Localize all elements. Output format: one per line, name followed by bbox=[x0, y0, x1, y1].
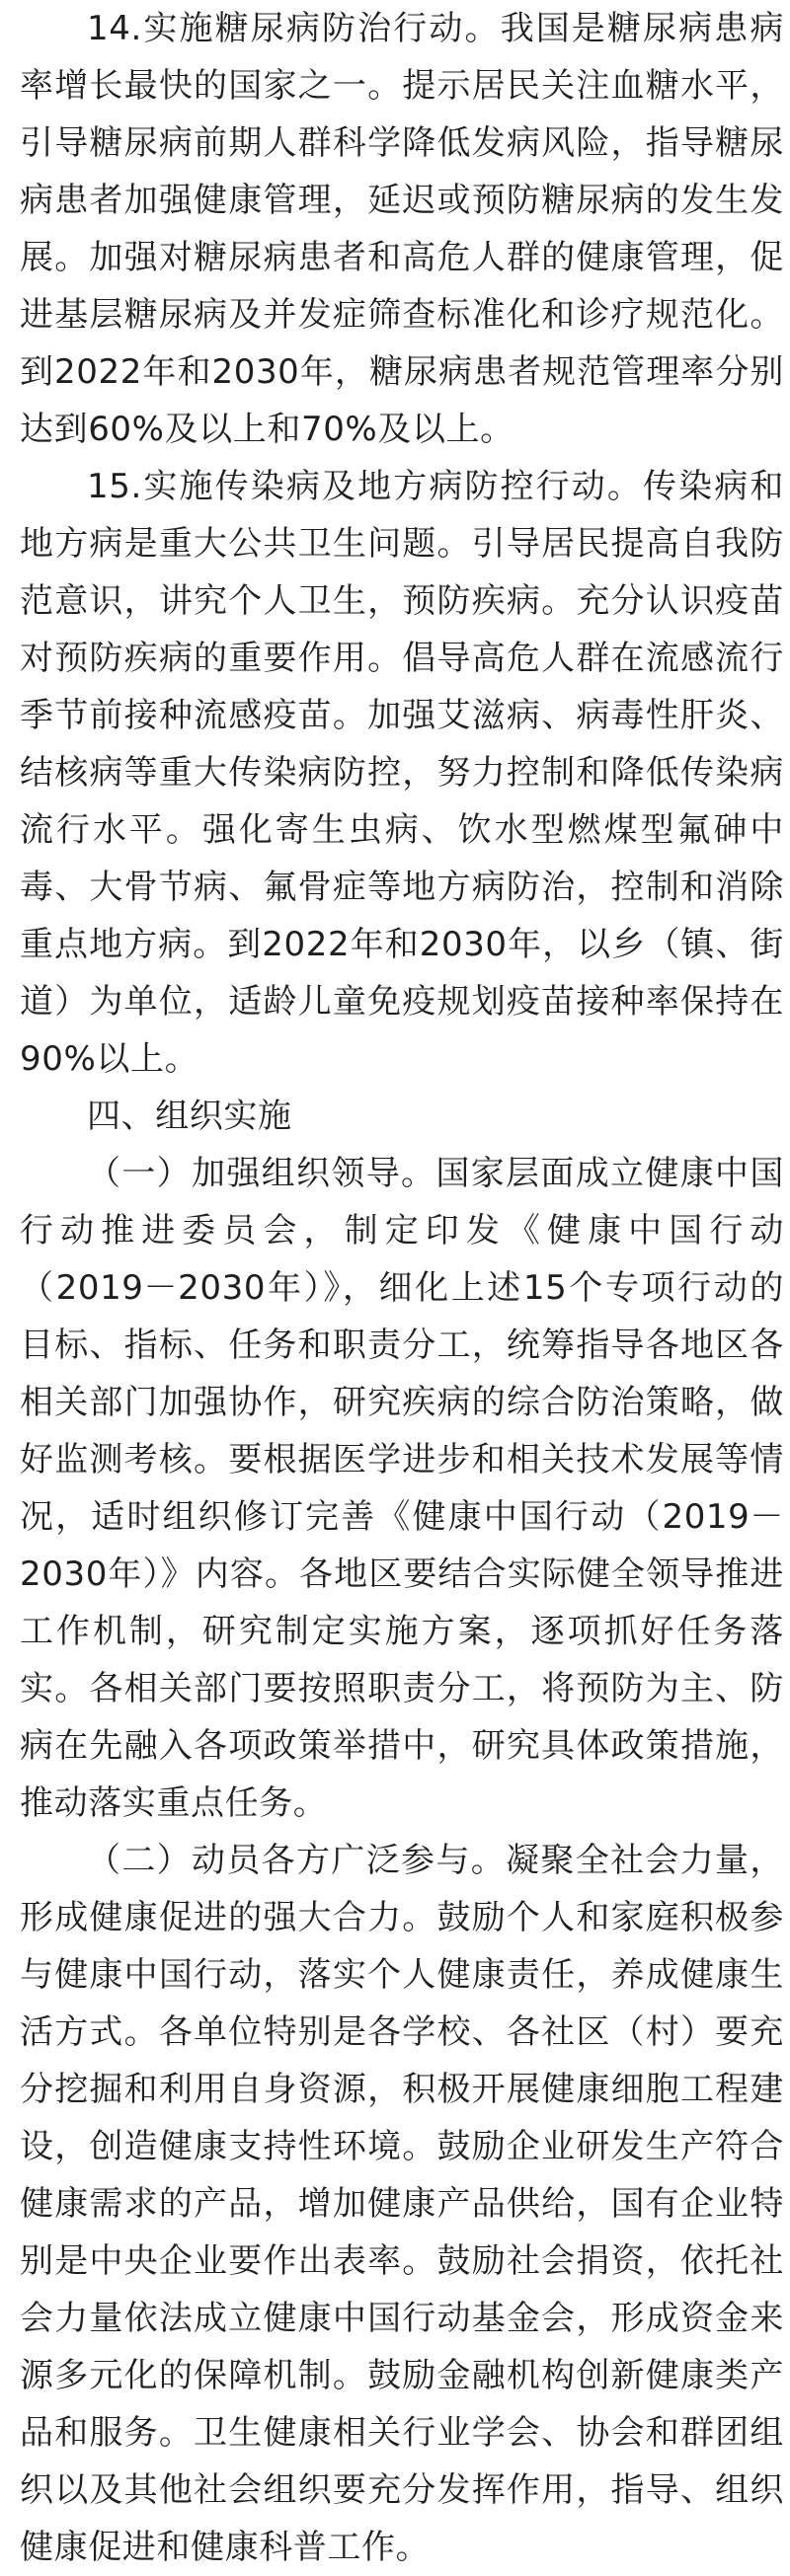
paragraph-mobilize-participation: （二）动员各方广泛参与。凝聚全社会力量，形成健康促进的强大合力。鼓励个人和家庭积极参与健康中国行动，落实个人健康责任，养成健康生活方式。各单位特别是各学校、各社区（村）要充分挖掘和利用自身资源，积极开展健康细胞工程建设，创造健康支持性环境。鼓励企业研发生产符合健康需求的产品，增加健康产品供给，国有企业特别是中央企业要作出表率。鼓励社会捐资，依托社会力量依法成立健康中国行动基金会，形成资金来源多元化的保障机制。鼓励金融机构创新健康类产品和服务。卫生健康相关行业学会、协会和群团组织以及其他社会组织要充分发挥作用，指导、组织健康促进和健康科普工作。 bbox=[20, 1841, 784, 2567]
paragraph-diabetes-action: 14.实施糖尿病防治行动。我国是糖尿病患病率增长最快的国家之一。提示居民关注血糖水平，引导糖尿病前期人群科学降低发病风险，指导糖尿病患者加强健康管理，延迟或预防糖尿病的发生发展。加强对糖尿病患者和高危人群的健康管理，促进基层糖尿病及并发症筛查标准化和诊疗规范化。到2022年和2030年，糖尿病患者规范管理率分别达到60%及以上和70%及以上。 bbox=[20, 9, 784, 449]
paragraph-infectious-disease-action: 15.实施传染病及地方病防控行动。传染病和地方病是重大公共卫生问题。引导居民提高自我防范意识，讲究个人卫生，预防疾病。充分认识疫苗对预防疾病的重要作用。倡导高危人群在流感流行季节前接种流感疫苗。加强艾滋病、病毒性肝炎、结核病等重大传染病防控，努力控制和降低传染病流行水平。强化寄生虫病、饮水型燃煤型氟砷中毒、大骨节病、氟骨症等地方病防治，控制和消除重点地方病。到2022年和2030年，以乡（镇、街道）为单位，适龄儿童免疫规划疫苗接种率保持在90%以上。 bbox=[20, 467, 784, 1079]
paragraph-strengthen-leadership: （一）加强组织领导。国家层面成立健康中国行动推进委员会，制定印发《健康中国行动（2019－2030年）》，细化上述15个专项行动的目标、指标、任务和职责分工，统筹指导各地区各相关部门加强协作，研究疾病的综合防治策略，做好监测考核。要根据医学进步和相关技术发展等情况，适时组织修订完善《健康中国行动（2019－2030年）》内容。各地区要结合实际健全领导推进工作机制，研究制定实施方案，逐项抓好任务落实。各相关部门要按照职责分工，将预防为主、防病在先融入各项政策举措中，研究具体政策措施，推动落实重点任务。 bbox=[20, 1154, 784, 1823]
section-heading-organization: 四、组织实施 bbox=[87, 1097, 292, 1136]
